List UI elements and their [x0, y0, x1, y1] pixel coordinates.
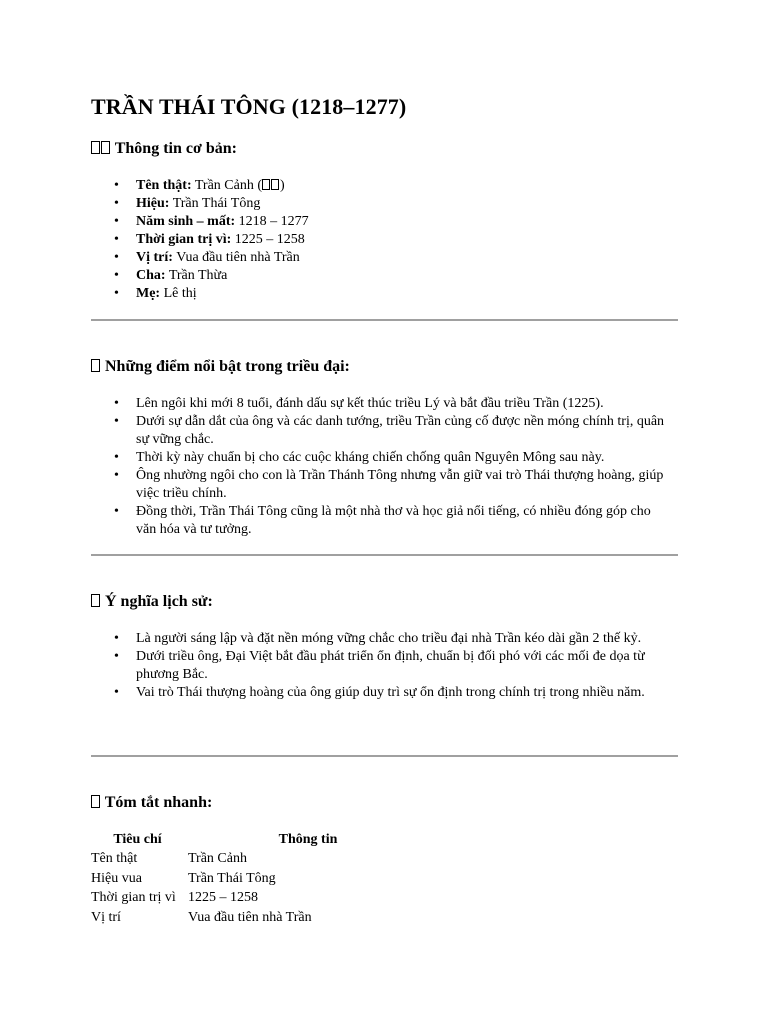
bullet-icon: •: [114, 178, 119, 193]
list-item: • Vai trò Thái thượng hoàng của ông giúp duy trì sự ổn định trong chính trị trong nhiều năm.: [114, 685, 645, 700]
list-item: • Mẹ: Lê thị: [114, 286, 197, 301]
section-heading-significance: [91, 593, 213, 611]
table-cell: Trần Thái Tông: [188, 870, 276, 886]
table-cell: Vua đầu tiên nhà Trần: [188, 909, 312, 925]
highlights-list: [91, 395, 678, 539]
list-item: • Thời kỳ này chuẩn bị cho các cuộc kháng chiến chống quân Nguyên Mông sau này.: [114, 450, 605, 465]
section-heading-basic: [91, 140, 237, 158]
summary-table: [89, 830, 430, 928]
list-item: • Lên ngôi khi mới 8 tuổi, đánh dấu sự kết thúc triều Lý và bắt đầu triều Trần (1225).: [114, 396, 604, 411]
section-heading-label: Những điểm nổi bật trong triều đại:: [105, 358, 350, 375]
section-divider: [91, 319, 678, 321]
page-title: TRẦN THÁI TÔNG (1218–1277): [91, 94, 407, 119]
bullet-icon: •: [114, 450, 119, 465]
bullet-icon: •: [114, 631, 119, 646]
table-cell: Thời gian trị vì: [91, 890, 176, 906]
table-cell: Tên thật: [91, 851, 138, 867]
missing-glyph-icon: [91, 140, 111, 157]
table-cell: Hiệu vua: [91, 870, 142, 886]
table-row: [89, 889, 430, 909]
bullet-icon: •: [114, 214, 119, 229]
bullet-icon: •: [114, 268, 119, 283]
table-row: [89, 869, 430, 889]
bullet-icon: •: [114, 286, 119, 301]
list-item: • Ông nhường ngôi cho con là Trần Thánh Tông nhưng vẫn giữ vai trò Thái thượng hoàng, giúp việc triều chính.: [114, 468, 664, 501]
list-item: • Tên thật: Trần Cảnh ( ): [114, 178, 285, 193]
missing-glyph-icon: [262, 178, 280, 193]
section-heading-summary: [91, 794, 212, 812]
bullet-icon: •: [114, 685, 119, 700]
table-cell: 1225 – 1258: [188, 890, 258, 906]
list-item: • Cha: Trần Thừa: [114, 268, 228, 283]
table-cell: Vị trí: [91, 909, 121, 925]
table-header-row: [89, 830, 430, 850]
section-divider: [91, 755, 678, 757]
section-heading-label: Ý nghĩa lịch sử:: [105, 593, 213, 610]
list-item: • Thời gian trị vì: 1225 – 1258: [114, 232, 305, 247]
missing-glyph-icon: [91, 358, 101, 375]
list-item: • Vị trí: Vua đầu tiên nhà Trần: [114, 250, 300, 265]
section-heading-label: Tóm tắt nhanh:: [104, 794, 213, 811]
bullet-icon: •: [114, 504, 119, 519]
column-header-info: Thông tin: [278, 831, 338, 847]
list-item: • Năm sinh – mất: 1218 – 1277: [114, 214, 309, 229]
column-header-criteria: Tiêu chí: [113, 831, 162, 847]
section-heading-label: Thông tin cơ bản:: [114, 140, 237, 157]
section-heading-highlights: [91, 358, 350, 376]
bullet-icon: •: [114, 250, 119, 265]
bullet-icon: •: [114, 232, 119, 247]
table-cell: Trần Cảnh: [188, 851, 247, 867]
bullet-icon: •: [114, 414, 119, 429]
bullet-icon: •: [114, 396, 119, 411]
section-divider: [91, 554, 678, 556]
list-item: • Là người sáng lập và đặt nền móng vững chắc cho triều đại nhà Trần kéo dài gần 2 thế kỷ.: [114, 631, 642, 646]
missing-glyph-icon: [91, 593, 101, 610]
bullet-icon: •: [114, 196, 119, 211]
basic-info-list: [91, 177, 678, 303]
list-item: • Dưới sự dẫn dắt của ông và các danh tướng, triều Trần củng cố được nền móng chính trị, quân sự vững chắc.: [114, 414, 665, 447]
table-row: [89, 908, 430, 928]
list-item: • Hiệu: Trần Thái Tông: [114, 196, 261, 211]
list-item: • Dưới triều ông, Đại Việt bắt đầu phát triển ổn định, chuẩn bị đối phó với các mối đe dọa từ phương Bắc.: [114, 649, 645, 682]
bullet-icon: •: [114, 649, 119, 664]
significance-list: [91, 630, 678, 702]
table-row: [89, 850, 430, 870]
missing-glyph-icon: [91, 794, 101, 811]
list-item: • Đồng thời, Trần Thái Tông cũng là một nhà thơ và học giả nổi tiếng, có nhiều đóng góp cho văn hóa và tư tưởng.: [114, 504, 651, 537]
bullet-icon: •: [114, 468, 119, 483]
